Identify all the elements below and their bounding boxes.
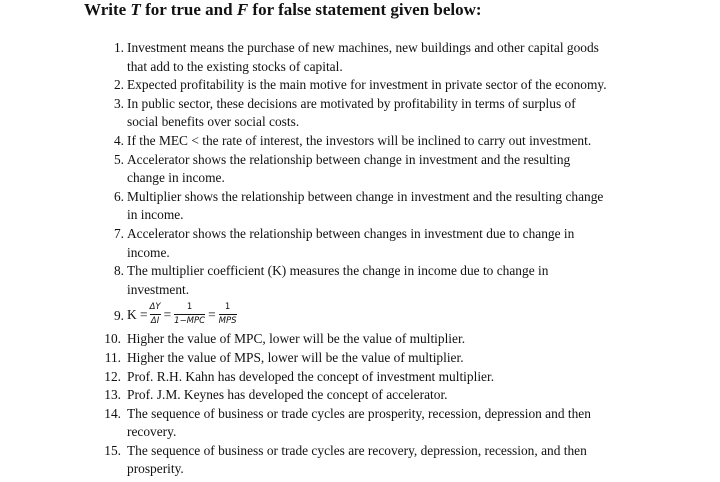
statement-item [104,386,644,405]
statement-text-line: In public sector, these decisions are motivated by profitability in terms of surplus of [127,95,576,111]
statement-item [104,188,644,225]
statement-text-line: change in income. [127,170,225,186]
fraction-denominator: 1−MPC [174,316,206,327]
statement-item [104,132,644,151]
statement-text-line: in income. [127,207,184,223]
statement-text-line: prosperity. [127,461,184,477]
statement-text-line: Prof. R.H. Kahn has developed the concept of investment multiplier. [127,368,495,384]
statement-number: 1. [113,40,124,55]
title-true-letter: T [130,0,141,19]
fraction-numerator: 1 [186,302,193,313]
title-false-letter: F [236,0,249,19]
statement-number: 3. [113,95,124,111]
statement-text-line: Accelerator shows the relationship between change in investment and the resulting [127,151,571,167]
statement-text-line: investment. [127,281,190,297]
multiplier-formula [127,299,239,330]
fraction-denominator: ΔI [150,316,160,327]
statement-item [104,76,644,95]
statement-item [104,151,644,188]
statement-number: 11. [104,349,121,365]
fraction-numerator: ΔY [149,302,161,313]
statement-number: 7. [113,225,124,241]
statement-text-line: social benefits over social costs. [127,114,300,130]
title-text-3: for false statement given below: [248,0,482,19]
equals-sign: = [208,306,216,322]
statement-item [104,39,644,76]
statement-text-line: Higher the value of MPS, lower will be the value of multiplier. [127,349,464,365]
statement-text-line: Prof. J.M. Keynes has developed the concept of accelerator. [127,387,448,403]
fraction-mps [219,302,237,327]
statement-number: 5. [113,151,124,167]
title-text-2: for true and [140,0,237,19]
fraction-dy-di [150,302,161,327]
statement-text-line: Expected profitability is the main motive for investment in private sector of the economy. [127,77,607,93]
statement-text-line: The sequence of business or trade cycles are prosperity, recession, depression and then [127,405,591,421]
statement-number: 10. [104,331,121,347]
statement-item [104,368,644,387]
statement-text-line: If the MEC < the rate of interest, the investors will be inclined to carry out investment. [127,132,592,148]
statement-number: 8. [113,263,124,279]
formula-k: K = [127,306,148,322]
page-title [84,0,482,20]
statement-number: 6. [113,188,124,204]
statement-text-line: Higher the value of MPC, lower will be the value of multiplier. [127,331,466,347]
statement-item [104,349,644,368]
equals-sign: = [163,306,172,322]
statement-text-line: Investment means the purchase of new machines, new buildings and other capital goods [127,40,599,55]
title-text-1: Write [84,0,131,19]
statement-number: 2. [113,77,124,93]
statement-number: 12. [104,368,121,384]
statement-text-line: The multiplier coefficient (K) measures the change in income due to change in [127,263,549,279]
statement-list [104,39,644,479]
statement-number: 13. [104,387,121,403]
statement-item [104,442,644,479]
fraction-numerator: 1 [224,302,231,313]
statement-item [104,225,644,262]
statement-text-line: Multiplier shows the relationship between change in investment and the resulting change [127,188,604,204]
fraction-mpc [174,302,205,327]
statement-item [104,330,644,349]
statement-number: 9. [113,308,124,324]
statement-number: 14. [104,405,121,421]
statement-text-line: The sequence of business or trade cycles are recovery, depression, recession, and then [127,442,587,458]
statement-item [104,262,644,299]
statement-item [104,95,644,132]
statement-text-line: income. [127,244,170,260]
statement-number: 4. [113,132,124,148]
statement-text-line: recovery. [127,424,177,440]
fraction-denominator: MPS [218,316,237,327]
statement-number: 15. [104,442,121,458]
statement-item [104,405,644,442]
statement-item-formula [104,299,644,330]
statement-text-line: Accelerator shows the relationship between changes in investment due to change in [127,225,575,241]
statement-text-line: that add to the existing stocks of capital. [127,58,343,74]
